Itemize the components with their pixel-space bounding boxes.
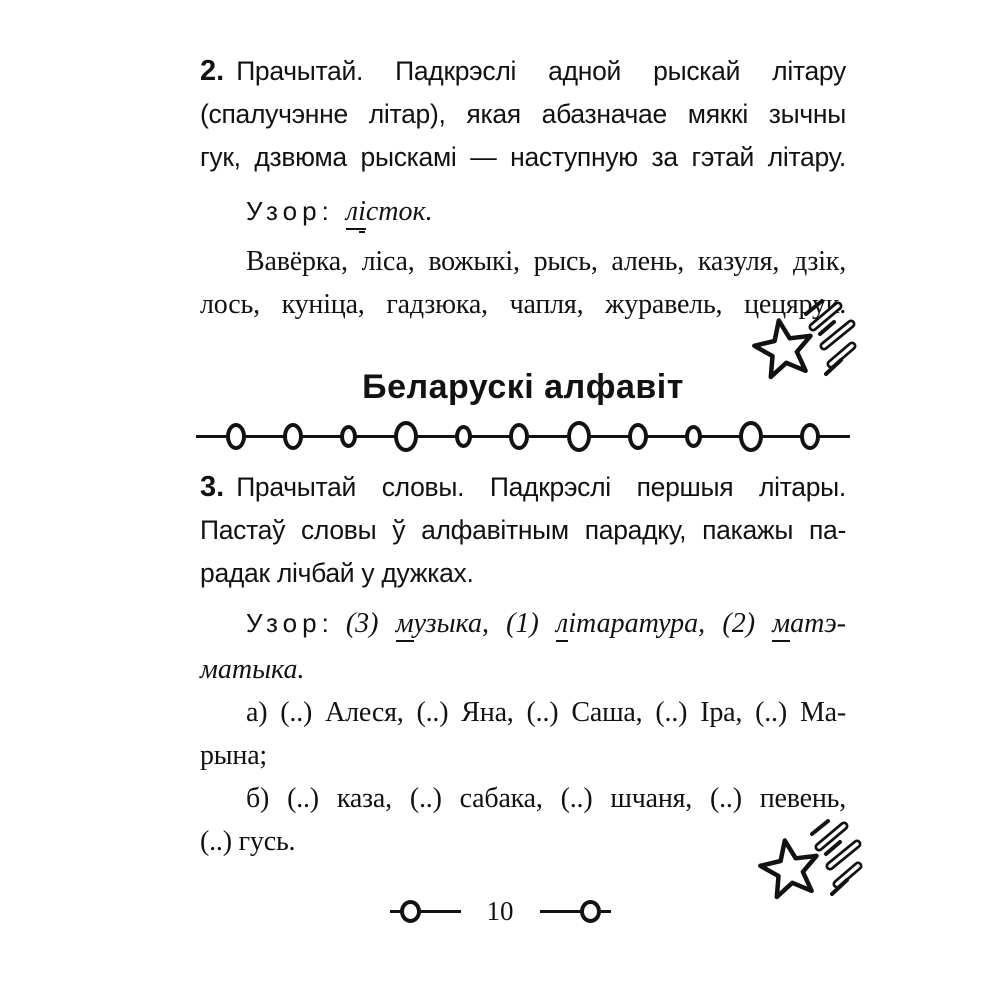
bead-icon (567, 421, 591, 452)
task2-block (200, 50, 846, 326)
task2-number: 2. (200, 55, 225, 87)
item-b-line: (..) гусь. (200, 826, 296, 857)
task3-uzor-line (200, 603, 846, 648)
bead-icon (739, 421, 763, 452)
footer-ornament-right (540, 900, 611, 923)
task2-instruction-line: (спалучэнне літар), якая абазначае мяккі зычны (200, 99, 846, 129)
task2-instruction-line (200, 50, 846, 93)
task3-example-line2: матыка. (200, 654, 305, 685)
task2-example-word (346, 196, 433, 230)
bead-icon (800, 423, 820, 450)
task3-block (200, 466, 846, 863)
bead-icon (400, 900, 421, 923)
single-underlined-letter: л (556, 608, 568, 642)
bead-icon (685, 425, 702, 448)
example-text-part: узыка, (1) (413, 608, 557, 639)
example-text-part: (3) (345, 608, 396, 639)
double-underlined-letter: і (358, 196, 366, 230)
item-b-line: б) (..) каза, (..) сабака, (..) шчаня, (..) певень, (246, 783, 846, 814)
single-underlined-letter: м (772, 608, 790, 642)
shooting-star-icon (746, 298, 861, 386)
bead-divider (200, 420, 846, 452)
bead-icon (628, 423, 648, 450)
task3-instruction-line: Пастаў словы ў алфавітным парадку, пакажы па- (200, 515, 846, 545)
task3-instruction-line (200, 466, 846, 509)
item-a-line: а) (..) Алеся, (..) Яна, (..) Саша, (..) Іра, (..) Ма- (246, 697, 846, 728)
task2-words-line: лось, куніца, гадзюка, чапля, журавель, цецярук. (200, 289, 846, 320)
divider-beads (226, 420, 820, 452)
example-text-part: ітаратура, (2) (568, 608, 773, 639)
uzor-label: Узор: (246, 608, 334, 638)
footer-ornament-left (390, 900, 461, 923)
task2-words-line: Вавёрка, ліса, вожыкі, рысь, алень, казуля, дзік, (246, 246, 846, 277)
task3-instruction-text: Прачытай словы. Падкрэслі першыя літары. (236, 472, 846, 502)
task3-item-a (200, 691, 846, 777)
bead-icon (455, 425, 472, 448)
single-underlined-letter: м (396, 608, 414, 642)
bead-icon (340, 425, 357, 448)
section-title: Беларускі алфавіт (362, 368, 684, 406)
uzor-label: Узор: (246, 196, 334, 226)
bead-icon (580, 900, 601, 923)
page-number: 10 (486, 896, 514, 926)
task3-item-b (200, 777, 846, 863)
task3-example-text (346, 608, 846, 642)
bead-icon (283, 423, 303, 450)
bead-icon (394, 421, 418, 452)
shooting-star-icon (752, 818, 867, 906)
task2-instruction-text: Прачытай. Падкрэслі адной рыскай літару (236, 56, 846, 86)
example-text-part: атэ- (790, 608, 846, 639)
example-word-rest: сток. (365, 196, 433, 227)
task2-uzor-line (200, 191, 846, 236)
bead-icon (509, 423, 529, 450)
bead-icon (226, 423, 246, 450)
single-underlined-letter: л (346, 196, 358, 230)
task3-instruction-line: радак лічбай у дужках. (200, 558, 474, 588)
page-content (200, 50, 846, 863)
item-a-line: рына; (200, 740, 268, 771)
task2-instruction-line: гук, дзвюма рыскамі — наступную за гэтай літару. (200, 142, 846, 172)
task3-number: 3. (200, 471, 225, 503)
page-footer (0, 896, 1000, 927)
